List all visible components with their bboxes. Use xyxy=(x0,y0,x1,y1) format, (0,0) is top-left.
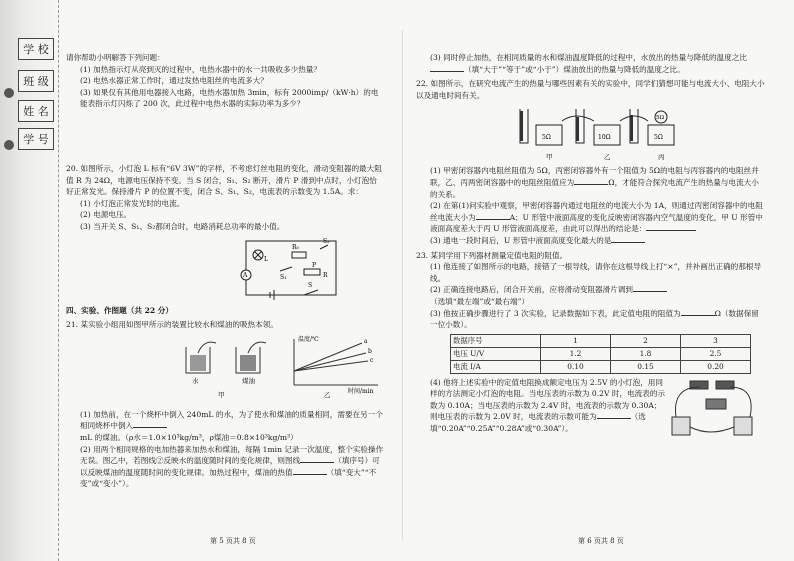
table-cell: 0.20 xyxy=(681,360,751,373)
table-header-cell: 数据序号 xyxy=(451,334,541,347)
q22-figure xyxy=(416,101,766,165)
label-kerosene: 煤油 xyxy=(242,376,255,385)
q21-2-blank-2[interactable] xyxy=(293,467,327,475)
label-fig-jia: 甲 xyxy=(218,390,225,399)
table-cell: 电流 I/A xyxy=(451,360,541,373)
table-row xyxy=(451,347,751,360)
q19-part1: (1) 加热指示灯从亮到灭的过程中，电热水器中的水一共吸收多少热量？ xyxy=(80,64,321,74)
left-page xyxy=(66,52,384,490)
punch-hole xyxy=(4,88,14,98)
page-footer-left: 第 5 页共 8 页 xyxy=(210,537,256,545)
section-4-title: 四、实验、作图题（共 22 分） xyxy=(66,305,173,315)
table-header-cell: 3 xyxy=(681,334,751,347)
q23-4-blank[interactable] xyxy=(597,411,631,419)
label-S: S xyxy=(308,281,313,289)
right-page xyxy=(416,52,766,443)
q22-part1: (1) 甲密闭容器内电阻丝阻值为 5Ω，丙密闭容器外有一个阻值为 5Ω的电阻与丙容器内的电阻丝并联，乙、丙两密闭容器中的电阻丝阻值应为 Ω，才能符合探究电流产生的热量与电流大小的关系。 xyxy=(430,166,759,199)
q21-figure xyxy=(66,331,384,409)
label-S1: S₁ xyxy=(280,273,287,281)
resistor-yi: 10Ω xyxy=(598,134,611,142)
table-cell: 0.10 xyxy=(541,360,611,373)
q21-text: 21. 某实验小组用如图甲所示的装置比较水和煤油的吸热本领。 xyxy=(66,320,278,330)
graph-xlabel: 时间/min xyxy=(348,387,374,395)
table-header-cell: 1 xyxy=(541,334,611,347)
q23-circuit-photo xyxy=(666,377,762,443)
q23-3-blank[interactable] xyxy=(681,308,715,316)
page-divider xyxy=(402,30,403,540)
table-row xyxy=(451,360,751,373)
q19-intro: 请你帮助小明解答下列问题： xyxy=(66,53,165,62)
q20-circuit-diagram xyxy=(66,235,384,301)
name-field[interactable]: 姓 名 xyxy=(18,100,54,122)
label-P: P xyxy=(312,261,317,269)
q19-part2: (2) 电热水器正常工作时，通过发热电阻丝的电流多大？ xyxy=(80,76,268,86)
q22-text: 22. 如图所示，在研究电流产生的热量与哪些因素有关的实验中，同学们猜想可能与电流大小、电阻大小以及通电时间有关。 xyxy=(416,79,765,100)
table-cell: 2.5 xyxy=(681,347,751,360)
resistor-external: 5Ω xyxy=(656,115,665,122)
answer-space[interactable] xyxy=(66,110,384,160)
q23-part4: (4) 他将上述实验中的定值电阻换成额定电压为 2.5V 的小灯泡，用同样的方法测定小灯泡的电阻。当电压表的示数为 0.2V 时，电流表的示数为 0.10A；当电压表的示数为 2.4V 时，电流表的示数为 0.30A；则电压表的示数为 2.0V 时，电流表的示数可能为 （选填“0.20A”“0.25A”“0.28A”或“0.30A”）。 xyxy=(430,377,666,434)
table-cell: 电压 U/V xyxy=(451,347,541,360)
q21-part1: (1) 加热前，在一个烧杯中倒入 240mL 的水，为了使水和煤油的质量相同，需要在另一个相同烧杯中倒入mL 的煤油。（ρ水＝1.0×10³kg/m³，ρ煤油＝0.8×10³kg/m³） xyxy=(80,409,383,442)
cut-line xyxy=(58,0,59,561)
q21-2-blank[interactable] xyxy=(300,455,334,463)
table-cell: 1.2 xyxy=(541,347,611,360)
q21-part2: (2) 用两个相同规格的电加热器来加热水和煤油，每隔 1min 记录一次温度，整个实验操作无误。图乙中，若图线②反映水的温度随时间的变化规律，则图线 （填序号）可以反映煤油的温度随时间的变化规律。加热过程中，煤油的热值 （填“变大”“不变”或“变小”）。 xyxy=(80,444,384,489)
label-R: R xyxy=(323,271,328,279)
label-fig-yi: 乙 xyxy=(324,390,331,399)
q19-part3: (3) 如果仅有其他用电器接入电路，电热水器加热 3min，标有 2000imp/（kW·h）的电能表指示灯闪烁了 200 次，此过程中电热水器的实际功率为多少？ xyxy=(80,87,379,109)
punch-hole xyxy=(4,140,14,150)
q23-data-table xyxy=(450,334,751,374)
label-jia: 甲 xyxy=(546,153,553,162)
table-cell: 0.15 xyxy=(611,360,681,373)
resistor-bing: 5Ω xyxy=(654,134,663,142)
q22-1-blank[interactable] xyxy=(574,177,608,185)
label-water: 水 xyxy=(192,376,199,385)
class-field[interactable]: 班 级 xyxy=(18,70,54,92)
series-a-label: a xyxy=(364,337,368,345)
school-field[interactable]: 学 校 xyxy=(18,38,54,60)
page-footer-right: 第 6 页共 8 页 xyxy=(578,537,624,545)
table-header-cell: 2 xyxy=(611,334,681,347)
q23-part2: (2) 正确连接电路后，闭合开关前，应将滑动变阻器滑片调到（选填“最左端”或“最右端”） xyxy=(416,284,766,307)
series-b-label: b xyxy=(368,347,372,355)
q23-text: 23. 某同学用下列器材测量定值电阻的阻值。 xyxy=(416,250,568,260)
q21-1-blank[interactable] xyxy=(133,420,167,428)
label-S2: S₂ xyxy=(323,237,330,245)
label-bing: 丙 xyxy=(658,153,665,162)
series-c-label: c xyxy=(370,356,374,364)
label-yi: 乙 xyxy=(604,153,611,162)
binding-strip xyxy=(0,0,62,561)
label-R0: R₀ xyxy=(292,243,299,251)
label-A: A xyxy=(243,271,248,279)
table-header-row xyxy=(451,334,751,347)
q22-part2: (2) 在第(1)问实验中观察，甲密闭容器内通过电阻丝的电流大小为 1A，则通过丙密闭容器中的电阻丝电流大小为 A；U 形管中液面高度的变化反映密闭容器内空气温度的变化，甲 U 形管中液面高度差大于丙 U 形管液面高度差，由此可以得出的结论是： xyxy=(430,201,763,234)
q23-part3: (3) 他按正确步骤进行了 3 次实验，记录数据如下表，此定值电阻的阻值为 Ω（数据保留一位小数）。 xyxy=(430,308,759,330)
resistor-jia: 5Ω xyxy=(542,134,551,142)
q21-3-blank[interactable] xyxy=(430,64,464,72)
q22-3-blank[interactable] xyxy=(611,235,645,243)
q23-part1: (1) 他连接了如图所示的电路，接错了一根导线，请你在这根导线上打“×”，并补画出正确的那根导线。 xyxy=(430,262,762,283)
q20-part2: (2) 电源电压。 xyxy=(80,210,132,220)
q23-2-blank[interactable] xyxy=(633,284,667,292)
q22-2-blank[interactable] xyxy=(476,212,510,220)
graph-ylabel: 温度/℃ xyxy=(298,335,319,343)
q21-part3: (3) 同时停止加热，在相同质量的水和煤油温度降低的过程中，水放出的热量与降低的温度之比（填“大于”“等于”或“小于”）煤油放出的热量与降低的温度之比。 xyxy=(430,53,747,74)
label-L: L xyxy=(264,255,268,263)
q20-text: 20. 如图所示，小灯泡 L 标有“6V 3W”的字样，不考虑灯丝电阻的变化，滑动变阻器的最大阻值 R 为 24Ω，电源电压保持不变。当 S 闭合，S₁、S₂ 断开，滑片 P 滑到中点时，小灯泡恰好正常发光。保持滑片 P 的位置不变，闭合 S、S₁、S₂，电流表的示数变为 1.5A。求： xyxy=(66,163,382,197)
q23-part4-block xyxy=(416,377,766,443)
q22-2-blank-2[interactable] xyxy=(646,223,696,231)
table-cell: 1.8 xyxy=(611,347,681,360)
q20-part1: (1) 小灯泡正常发光时的电流。 xyxy=(80,198,185,208)
q20-part3: (3) 当开关 S、S₁、S₂都闭合时，电路消耗总功率的最小值。 xyxy=(80,221,285,231)
q22-part3: (3) 通电一段时间后，U 形管中液面高度变化最大的是 xyxy=(416,235,766,247)
student-id-field[interactable]: 学 号 xyxy=(18,128,54,150)
